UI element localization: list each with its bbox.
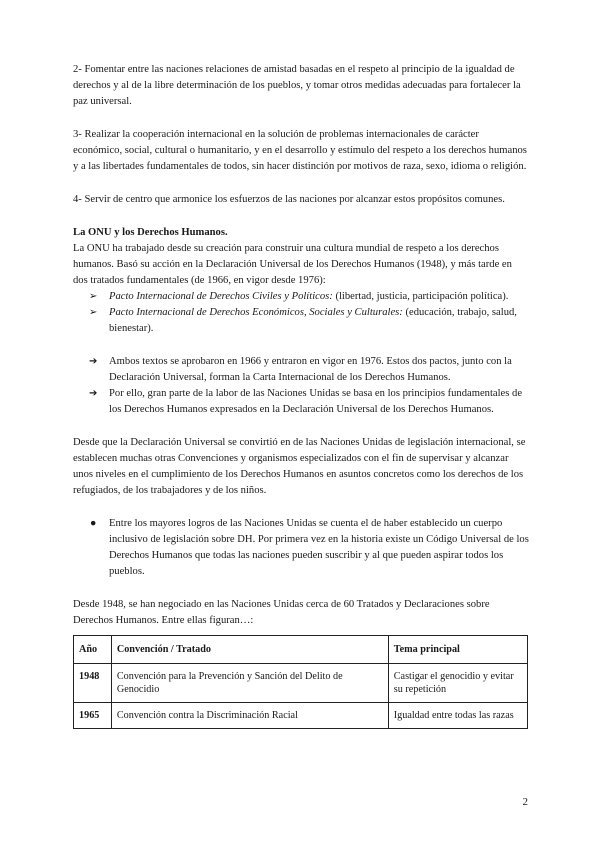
right-arrow-icon: ➔ — [89, 388, 98, 399]
arrowhead-bullet-icon: ➢ — [89, 291, 98, 302]
table-row — [74, 703, 528, 729]
list-item — [73, 305, 529, 337]
list-item — [73, 386, 529, 418]
table-header-row — [74, 636, 528, 664]
cell-topic: Castigar el genocidio y evitar su repetición — [388, 664, 527, 703]
document-page — [73, 62, 529, 729]
cell-topic: Igualdad entre todas las razas — [388, 703, 527, 729]
arrowhead-bullet-icon: ➢ — [89, 307, 98, 318]
bullet-text: Entre los mayores logros de las Naciones Unidas se cuenta el de haber establecido un cuerpo inclusivo de legislación sobre DH. Por primera vez en la historia existe un Código Universal de los Derechos Humanos que todas las naciones pueden suscribir y al que pueden aspirar todos los pueblos. — [109, 518, 529, 577]
pacto-title: Pacto Internacional de Derechos Civiles y Políticos: — [109, 291, 333, 302]
right-arrow-icon: ➔ — [89, 356, 98, 367]
bullet-dot-icon: ● — [90, 518, 97, 529]
header-topic: Tema principal — [388, 636, 527, 664]
paragraph-3: 3- Realizar la cooperación internacional en la solución de problemas internacionales de carácter económico, social, cultural o humanitario, y en el desarrollo y estímulo del respeto a los derechos humanos y a las libertades fundamentales de todos, sin hacer distinción por motivos de raza, sexo, idioma o religión. — [73, 129, 527, 172]
header-year: Año — [74, 636, 112, 664]
section-intro: La ONU ha trabajado desde su creación para construir una cultura mundial de respeto a los derechos humanos. Basó su acción en la Declaración Universal de los Derechos Humanos (1948), y más tarde en dos tratados fundamentales (de 1966, en vigor desde 1976): — [73, 243, 512, 286]
pacto-title: Pacto Internacional de Derechos Económicos, Sociales y Culturales: — [109, 307, 403, 318]
section-heading: La ONU y los Derechos Humanos. — [73, 227, 228, 238]
treaties-table — [73, 635, 528, 729]
table-intro: Desde 1948, se han negociado en las Naciones Unidas cerca de 60 Tratados y Declaraciones sobre Derechos Humanos. Entre ellas figuran…: — [73, 599, 490, 626]
paragraph-declaration: Desde que la Declaración Universal se convirtió en de las Naciones Unidas de legislación internacional, se establecen muchas otras Convenciones y organismos especializados con el fin de supervisar y alcanzar unos niveles en el cumplimiento de los Derechos Humanos en asuntos concretos como los derechos de los refugiados, de los trabajadores y de los niños. — [73, 437, 526, 496]
cell-year: 1965 — [74, 703, 112, 729]
cell-year: 1948 — [74, 664, 112, 703]
paragraph-2: 2- Fomentar entre las naciones relaciones de amistad basadas en el respeto al principio de la igualdad de derechos y al de la libre determinación de los pueblos, y tomar otros medidas adecuadas para fortalecer la paz universal. — [73, 64, 521, 107]
bullet-item — [73, 516, 529, 580]
pacto-desc: (educación, trabajo, salud, bienestar). — [109, 307, 517, 334]
spacer — [73, 337, 529, 354]
note-text: Por ello, gran parte de la labor de las Naciones Unidas se basa en los principios fundamentales de los Derechos Humanos expresados en la Declaración Universal de los Derechos Humanos. — [109, 388, 523, 415]
table-row — [74, 664, 528, 703]
header-treaty: Convención / Tratado — [111, 636, 388, 664]
page-number: 2 — [522, 796, 528, 808]
cell-treaty: Convención para la Prevención y Sanción del Delito de Genocidio — [111, 664, 388, 703]
pactos-list — [73, 289, 529, 337]
list-item — [73, 289, 529, 305]
paragraph-4: 4- Servir de centro que armonice los esfuerzos de las naciones por alcanzar estos propósitos comunes. — [73, 194, 505, 205]
list-item — [73, 354, 529, 386]
cell-treaty: Convención contra la Discriminación Racial — [111, 703, 388, 729]
pacto-desc: (libertad, justicia, participación política). — [332, 291, 509, 302]
notes-list — [73, 354, 529, 418]
note-text: Ambos textos se aprobaron en 1966 y entraron en vigor en 1976. Estos dos pactos, junto con la Declaración Universal, forman la Carta Internacional de los Derechos Humanos. — [109, 356, 512, 383]
